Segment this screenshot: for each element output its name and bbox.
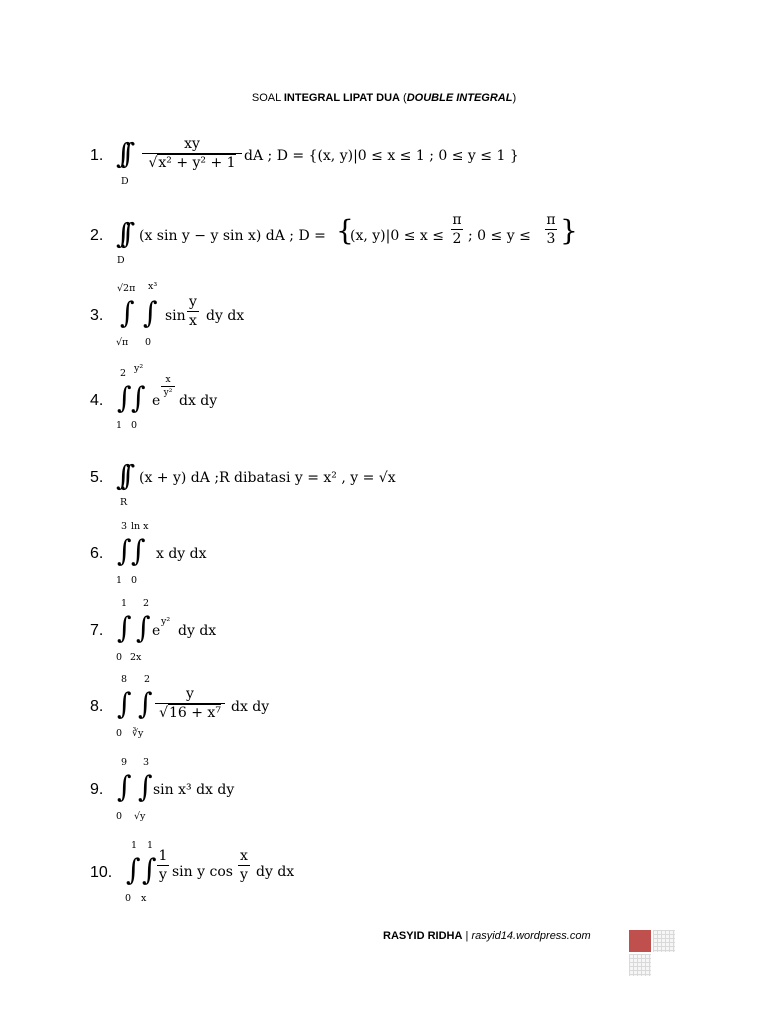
outer-upper-limit: 1 — [121, 598, 128, 609]
outer-upper-limit: 8 — [121, 674, 128, 685]
integral-sign: ∫ — [143, 295, 158, 330]
double-integral-sign: ∫∫ — [116, 137, 126, 170]
problem-number: 6. — [90, 545, 104, 562]
integrand-fraction: xy √x² + y² + 1 — [142, 136, 242, 171]
integrand-and-region: (x + y) dA ;R dibatasi y = x² , y = √x — [139, 470, 396, 486]
integrand: x dy dx — [156, 546, 207, 562]
inner-lower-limit: x — [141, 893, 147, 904]
differentials: dy dx — [206, 308, 245, 324]
integral-sign: ∫ — [142, 852, 157, 887]
outer-upper-limit: √2π — [117, 283, 136, 294]
set-condition-x: (x, y)|0 ≤ x ≤ — [350, 228, 444, 244]
inner-lower-limit: 2x — [130, 652, 142, 663]
differentials: dy dx — [256, 864, 295, 880]
outer-upper-limit: 9 — [121, 757, 128, 768]
denominator: 16 + x⁷ — [168, 705, 221, 721]
inner-lower-limit: ∛y — [132, 728, 144, 739]
exponent-fraction: x y² — [161, 375, 175, 398]
footer-grid-square — [653, 930, 675, 952]
left-brace: { — [336, 214, 354, 247]
inner-upper-limit: x³ — [148, 281, 158, 292]
integral-sign: ∫ — [131, 380, 146, 415]
double-integral-sign: ∫∫ — [116, 459, 126, 492]
pi-over-3: π 3 — [546, 212, 556, 247]
problem-number: 4. — [90, 392, 104, 409]
one-over-y: 1 y — [158, 848, 168, 883]
outer-upper-limit: 1 — [131, 840, 138, 851]
problem-number: 2. — [90, 227, 104, 244]
inner-lower-limit: √y — [134, 811, 146, 822]
integrand: (x sin y − y sin x) dA ; D = — [139, 228, 326, 244]
problem-number: 9. — [90, 781, 104, 798]
footer-accent-square — [629, 930, 651, 952]
integral-sign: ∫ — [117, 686, 132, 721]
numerator: y — [186, 686, 194, 702]
exponent: y² — [161, 616, 171, 627]
integral-sign: ∫ — [126, 852, 141, 887]
numerator: xy — [184, 136, 200, 152]
outer-lower-limit: √π — [116, 337, 129, 348]
set-condition-y: ; 0 ≤ y ≤ — [468, 228, 531, 244]
double-integral-sign: ∫∫ — [116, 217, 126, 250]
integral-sign: ∫ — [117, 610, 132, 645]
inner-upper-limit: 3 — [143, 757, 150, 768]
exponential-base: e — [152, 393, 161, 409]
differentials: dy dx — [178, 623, 217, 639]
right-brace: } — [560, 214, 578, 247]
inner-upper-limit: y² — [134, 363, 144, 374]
integral-sign: ∫ — [117, 769, 132, 804]
integral-sign: ∫ — [138, 686, 153, 721]
problem-number: 10. — [90, 864, 113, 881]
inner-upper-limit: 1 — [147, 840, 154, 851]
page-title: SOAL INTEGRAL LIPAT DUA (DOUBLE INTEGRAL) — [251, 92, 517, 104]
differentials: dx dy — [231, 699, 270, 715]
integral-sign: ∫ — [120, 295, 135, 330]
inner-lower-limit: 0 — [145, 337, 152, 348]
inner-upper-limit: 2 — [144, 674, 151, 685]
pi-over-2: π 2 — [452, 212, 462, 247]
integrand-fraction: y √16 + x⁷ — [155, 686, 225, 721]
problem-number: 5. — [90, 469, 104, 486]
outer-lower-limit: 1 — [116, 420, 123, 431]
integral-sign: ∫ — [117, 533, 132, 568]
integral-sign: ∫ — [117, 380, 132, 415]
y-over-x: y x — [187, 294, 199, 329]
outer-lower-limit: 0 — [116, 811, 123, 822]
integral-sign: ∫ — [138, 769, 153, 804]
exponential-base: e — [152, 623, 161, 639]
inner-upper-limit: ln x — [131, 521, 149, 532]
problem-number: 7. — [90, 622, 104, 639]
outer-lower-limit: 1 — [116, 575, 123, 586]
region-label: D — [121, 176, 129, 187]
inner-lower-limit: 0 — [131, 575, 138, 586]
inner-upper-limit: 2 — [143, 598, 150, 609]
region-label: R — [120, 497, 128, 508]
outer-lower-limit: 0 — [125, 893, 132, 904]
outer-lower-limit: 0 — [116, 728, 123, 739]
footer-author: RASYID RIDHA | rasyid14.wordpress.com — [383, 930, 591, 942]
footer-grid-square — [629, 954, 651, 976]
inner-lower-limit: 0 — [131, 420, 138, 431]
region-definition: dA ; D = {(x, y)|0 ≤ x ≤ 1 ; 0 ≤ y ≤ 1 } — [244, 148, 519, 164]
region-label: D — [117, 255, 125, 266]
problem-number: 1. — [90, 147, 104, 164]
differentials: dx dy — [179, 393, 218, 409]
outer-upper-limit: 2 — [120, 368, 127, 379]
sin-function: sin — [165, 308, 186, 324]
integral-sign: ∫ — [136, 610, 151, 645]
problem-number: 3. — [90, 307, 104, 324]
integrand: sin x³ dx dy — [153, 782, 235, 798]
outer-upper-limit: 3 — [121, 521, 128, 532]
x-over-y: x y — [238, 848, 250, 883]
integral-sign: ∫ — [131, 533, 146, 568]
trig-terms: sin y cos — [172, 864, 233, 880]
outer-lower-limit: 0 — [116, 652, 123, 663]
problem-number: 8. — [90, 698, 104, 715]
denominator: x² + y² + 1 — [158, 155, 236, 171]
